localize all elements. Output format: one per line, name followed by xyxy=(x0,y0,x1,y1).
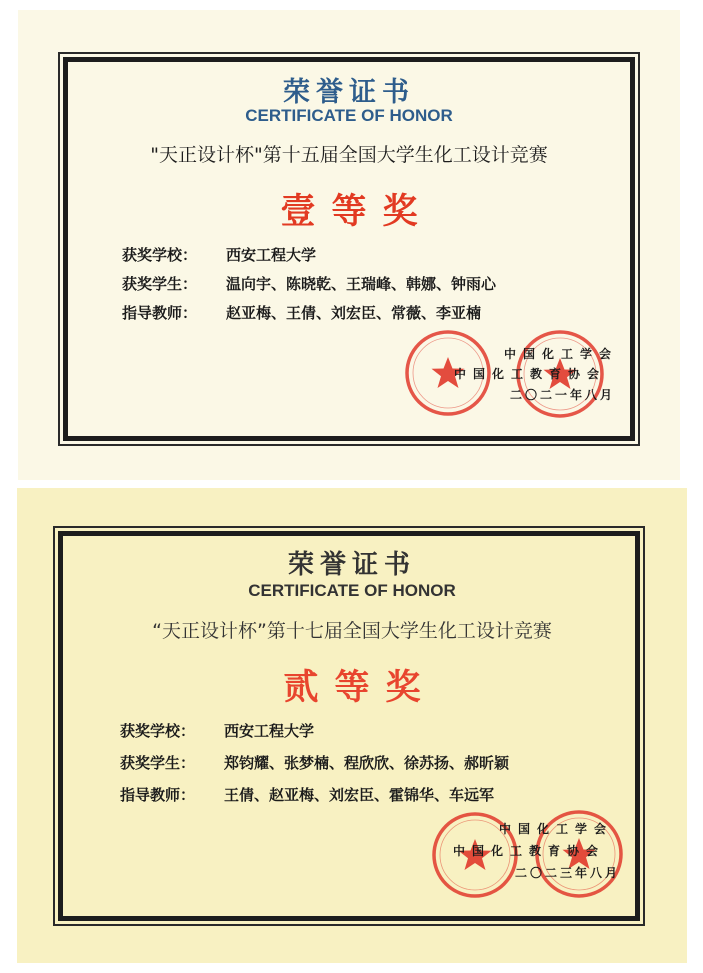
school-label: 获奖学校： xyxy=(120,722,196,740)
certificate-title-en: CERTIFICATE OF HONOR xyxy=(245,106,453,125)
advisors-value: 赵亚梅、王倩、刘宏臣、常薇、李亚楠 xyxy=(226,304,482,322)
certificate-second-prize xyxy=(17,488,687,963)
students-row xyxy=(122,273,496,294)
organizer-1: 中国化工学会 xyxy=(504,347,619,361)
students-label: 获奖学生： xyxy=(122,275,198,293)
certificate-title-cn: 荣誉证书 xyxy=(287,550,416,580)
competition-name: "天正设计杯"第十五届全国大学生化工设计竞赛 xyxy=(150,144,548,166)
school-row xyxy=(122,244,316,265)
advisors-label: 指导教师： xyxy=(120,786,196,804)
students-value: 郑钧耀、张梦楠、程欣欣、徐苏扬、郝昕颖 xyxy=(224,754,510,772)
certificate-title-cn: 荣誉证书 xyxy=(283,77,415,108)
organizer-1: 中国化工学会 xyxy=(499,822,614,836)
award-level: 贰等奖 xyxy=(283,668,437,708)
advisors-row xyxy=(120,784,494,805)
students-value: 温向宇、陈晓乾、王瑞峰、韩娜、钟雨心 xyxy=(226,275,497,293)
advisors-label: 指导教师： xyxy=(122,304,198,322)
certificate-title-en: CERTIFICATE OF HONOR xyxy=(248,581,456,600)
issue-date: 二〇二三年八月 xyxy=(515,866,621,880)
advisors-value: 王倩、赵亚梅、刘宏臣、霍锦华、车远军 xyxy=(224,786,495,804)
school-value: 西安工程大学 xyxy=(226,246,317,264)
organizer-2: 中国化工教育协会 xyxy=(453,844,606,858)
competition-name: “天正设计杯”第十七届全国大学生化工设计竞赛 xyxy=(152,620,552,642)
organizer-2: 中国化工教育协会 xyxy=(454,367,607,381)
students-label: 获奖学生： xyxy=(120,754,196,772)
certificate-first-prize xyxy=(18,10,680,480)
school-label: 获奖学校： xyxy=(122,246,198,264)
school-value: 西安工程大学 xyxy=(224,722,315,740)
issue-date: 二〇二一年八月 xyxy=(510,388,616,402)
school-row xyxy=(120,720,314,741)
advisors-row xyxy=(122,302,481,323)
award-level: 壹等奖 xyxy=(280,192,434,232)
students-row xyxy=(120,752,509,773)
